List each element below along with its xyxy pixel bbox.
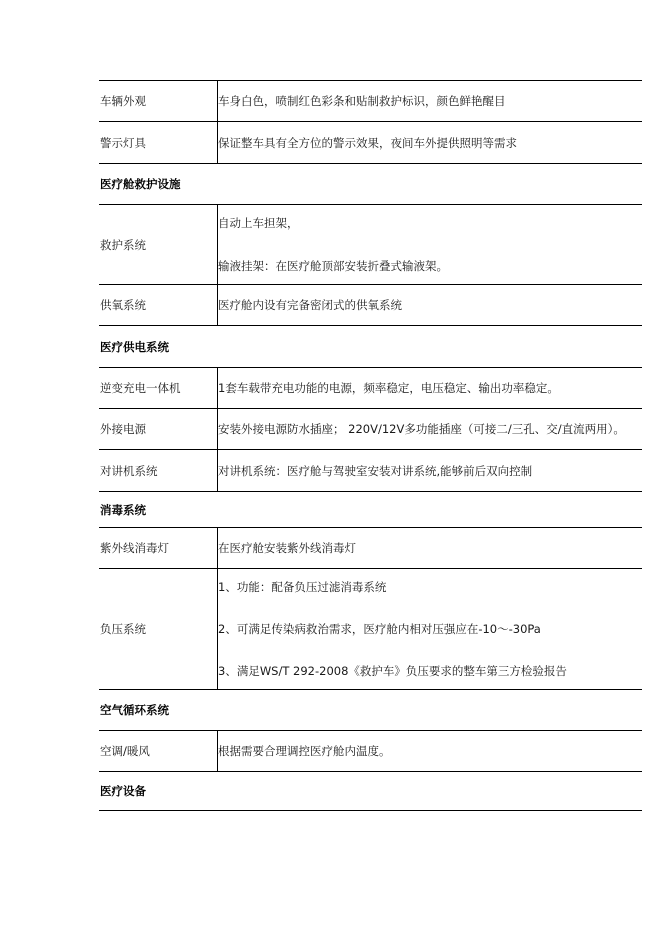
row-value-line: 安装外接电源防水插座； 220V/12V多功能插座（可接二/三孔、交/直流两用）。: [218, 422, 625, 436]
row-value-line: 1、功能：配备负压过滤消毒系统: [218, 580, 387, 594]
row-value-line: 2、可满足传染病救治需求，医疗舱内相对压强应在-10～-30Pa: [218, 622, 541, 636]
row-label: 外接电源: [99, 409, 218, 449]
row-value-line: 1套车载带充电功能的电源，频率稳定，电压稳定、输出功率稳定。: [218, 381, 559, 395]
table-row: [99, 449, 642, 491]
section-header: 医疗舱救护设施: [99, 163, 642, 204]
section-header: 医疗供电系统: [99, 325, 642, 367]
row-value-line: 3、满足WS/T 292-2008《救护车》负压要求的整车第三方检验报告: [218, 664, 567, 678]
table-row: [99, 408, 642, 449]
row-label: 车辆外观: [99, 81, 218, 121]
section-header: 消毒系统: [99, 491, 642, 527]
row-value-line: 对讲机系统：医疗舱与驾驶室安装对讲系统,能够前后双向控制: [218, 463, 533, 478]
row-value: [218, 409, 642, 449]
row-value: [218, 528, 642, 568]
row-value-line: 根据需要合理调控医疗舱内温度。: [218, 744, 391, 758]
table-row: [99, 121, 642, 163]
spec-table: [99, 80, 642, 811]
row-value-line: 医疗舱内设有完备密闭式的供氧系统: [218, 298, 402, 312]
row-label: 空调/暖风: [99, 731, 218, 771]
row-label: 救护系统: [99, 205, 218, 284]
row-label: 逆变充电一体机: [99, 368, 218, 408]
row-value: [218, 285, 642, 325]
row-value: [218, 450, 642, 491]
section-header: 医疗设备: [99, 771, 642, 811]
table-row: [99, 284, 642, 325]
row-value-line: 自动上车担架，: [218, 216, 299, 230]
row-value-line: 车身白色，喷制红色彩条和贴制救护标识，颜色鲜艳醒目: [218, 94, 506, 108]
row-label: 负压系统: [99, 569, 218, 689]
row-value-line: 保证整车具有全方位的警示效果，夜间车外提供照明等需求: [218, 135, 517, 150]
row-label: 紫外线消毒灯: [99, 528, 218, 568]
table-row: [99, 568, 642, 689]
row-label: 警示灯具: [99, 122, 218, 163]
row-value: [218, 122, 642, 163]
table-row: [99, 80, 642, 121]
row-value-line: 在医疗舱安装紫外线消毒灯: [218, 541, 356, 555]
table-row: [99, 730, 642, 771]
row-value: [218, 205, 642, 284]
row-value: [218, 569, 642, 689]
table-row: [99, 527, 642, 568]
row-value-line: 输液挂架：在医疗舱顶部安装折叠式输液架。: [218, 259, 448, 273]
table-row: [99, 204, 642, 284]
table-row: [99, 367, 642, 408]
row-label: 供氧系统: [99, 285, 218, 325]
row-label: 对讲机系统: [99, 450, 218, 491]
section-header: 空气循环系统: [99, 689, 642, 730]
row-value: [218, 81, 642, 121]
row-value: [218, 731, 642, 771]
row-value: [218, 368, 642, 408]
